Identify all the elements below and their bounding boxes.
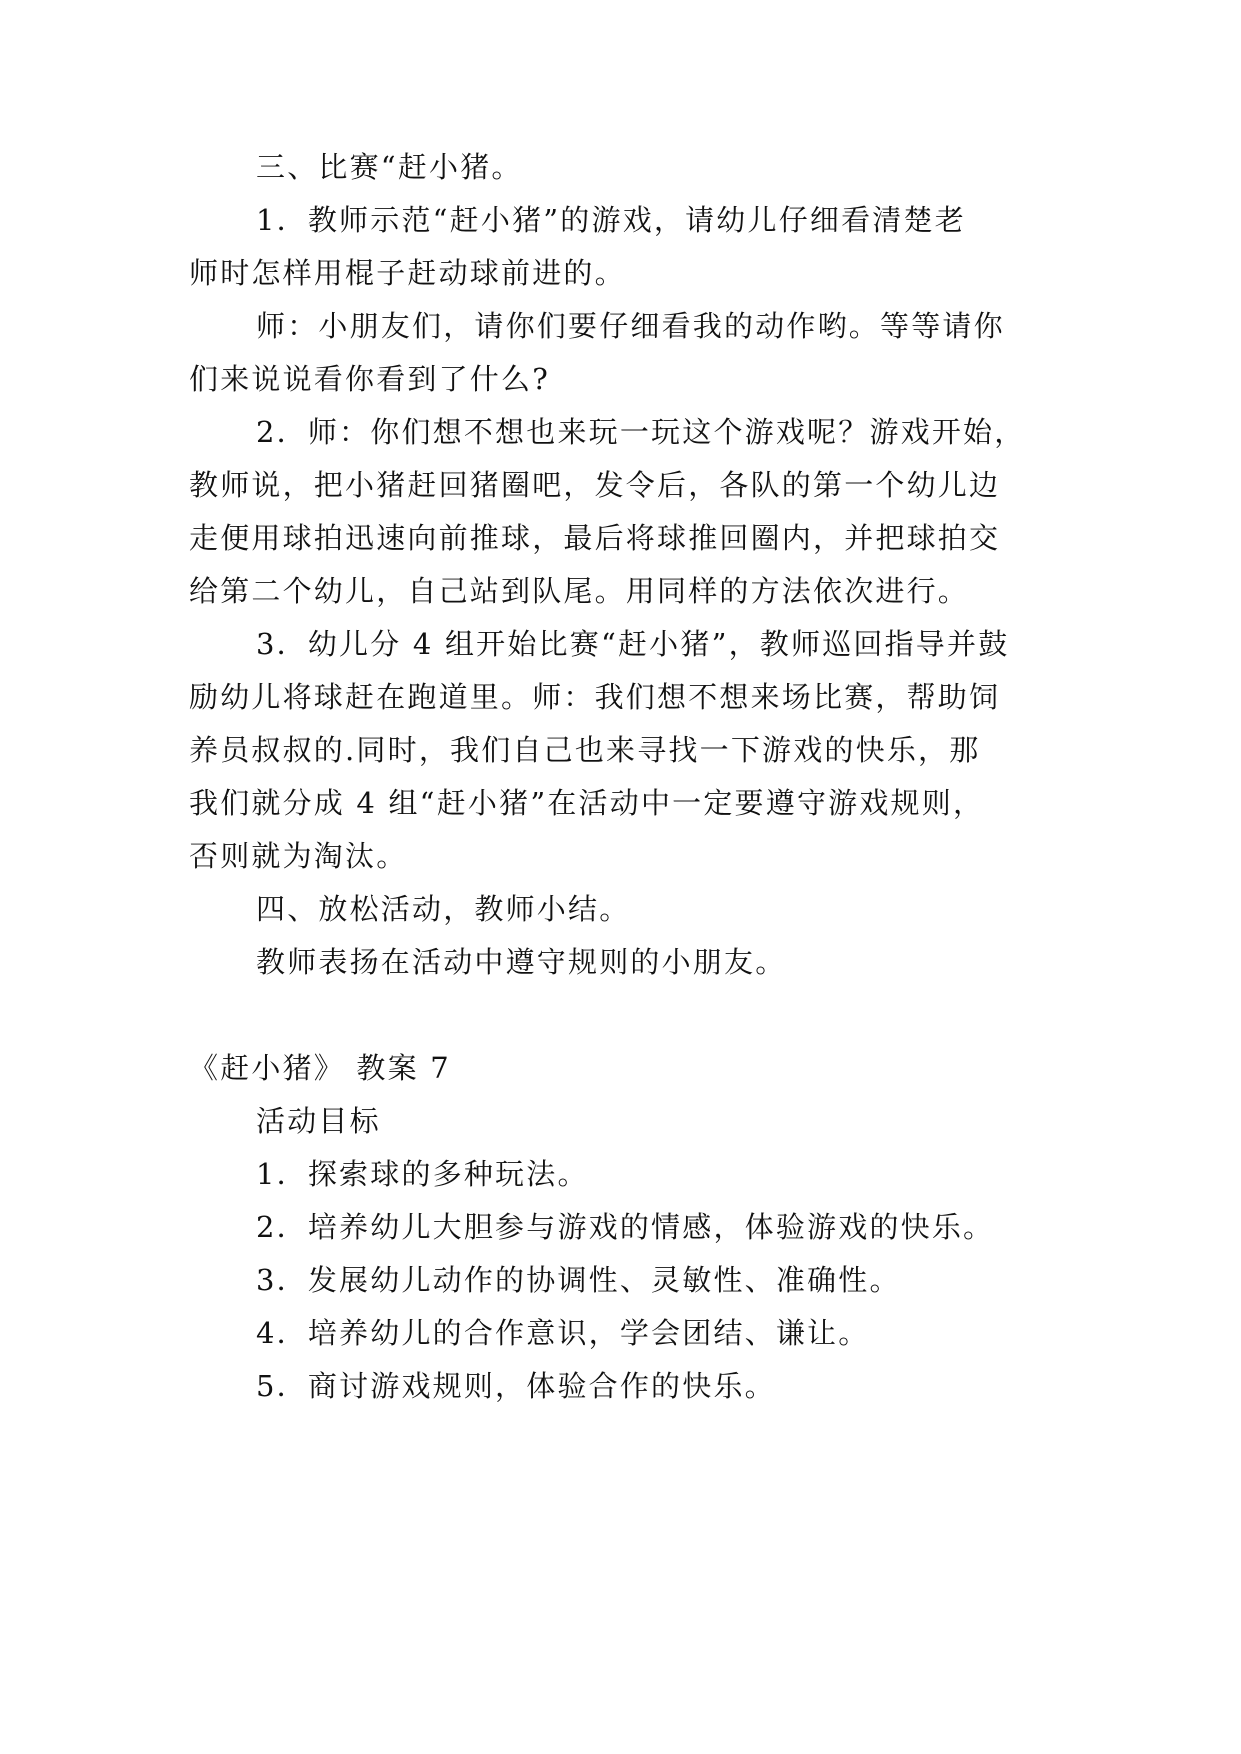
goal-item: 3．发展幼儿动作的协调性、灵敏性、准确性。 [256,1263,901,1297]
goal-item: 1．探索球的多种玩法。 [256,1157,589,1191]
goal-item: 4．培养幼儿的合作意识，学会团结、谦让。 [256,1316,870,1350]
step2-line3: 走便用球拍迅速向前推球，最后将球推回圈内，并把球拍交 [189,521,1001,555]
teacher-quote-line1: 师：小朋友们，请你们要仔细看我的动作哟。等等请你 [256,309,1005,343]
step2-line1: 2．师：你们想不想也来玩一玩这个游戏呢？游戏开始， [256,415,1026,449]
step3-line4: 我们就分成 4 组“赶小猪”在活动中一定要遵守游戏规则， [189,786,985,820]
goal-item: 2．培养幼儿大胆参与游戏的情感，体验游戏的快乐。 [256,1210,995,1244]
section-three-heading: 三、比赛“赶小猪。 [256,150,523,184]
lesson7-title: 《赶小猪》 教案 7 [189,1051,451,1085]
step2-line2: 教师说，把小猪赶回猪圈吧，发令后，各队的第一个幼儿边 [189,468,1001,502]
step3-line5: 否则就为淘汰。 [189,839,408,873]
goals-heading: 活动目标 [256,1104,381,1138]
step1-line1: 1．教师示范“赶小猪”的游戏，请幼儿仔细看清楚老 [256,203,966,237]
step3-line1: 3．幼儿分 4 组开始比赛“赶小猪”，教师巡回指导并鼓 [256,627,1010,661]
step3-line3: 养员叔叔的.同时，我们自己也来寻找一下游戏的快乐，那 [189,733,981,767]
step3-line2: 励幼儿将球赶在跑道里。师：我们想不想来场比赛，帮助饲 [189,680,1001,714]
teacher-quote-line2: 们来说说看你看到了什么? [189,362,550,396]
step1-line2: 师时怎样用棍子赶动球前进的。 [189,256,626,290]
step2-line4: 给第二个幼儿，自己站到队尾。用同样的方法依次进行。 [189,574,970,608]
section-four-heading: 四、放松活动，教师小结。 [256,892,631,926]
goal-item: 5．商讨游戏规则，体验合作的快乐。 [256,1369,776,1403]
section-four-body: 教师表扬在活动中遵守规则的小朋友。 [256,945,787,979]
